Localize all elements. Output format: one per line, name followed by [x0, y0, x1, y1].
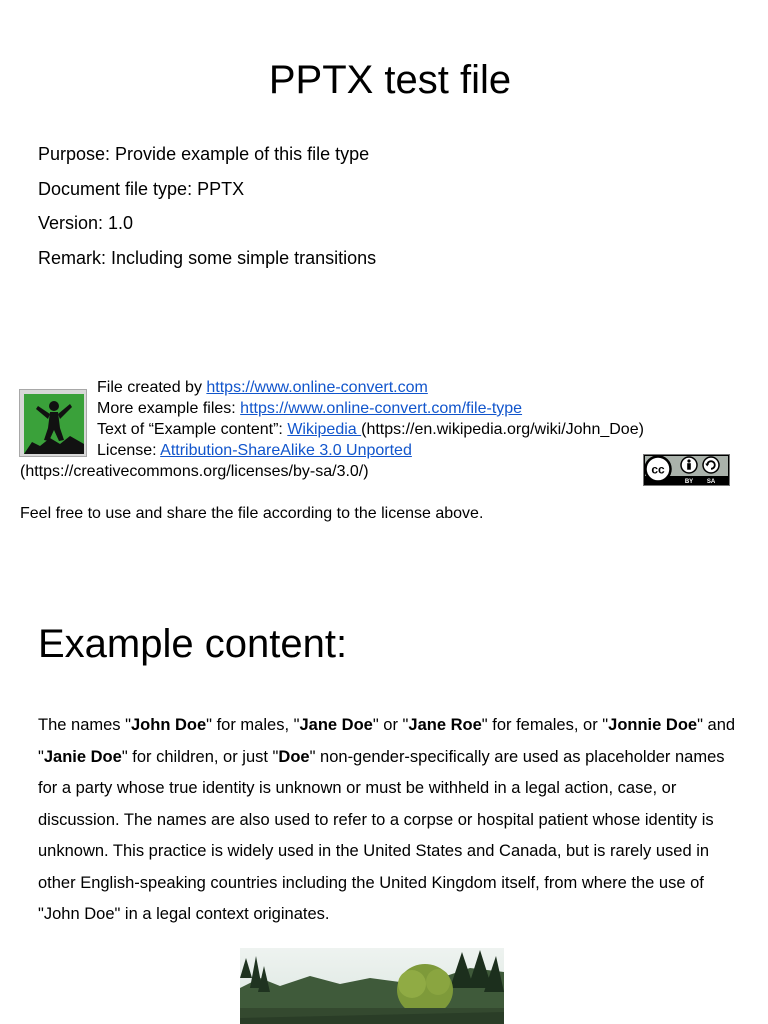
john-doe-paragraph — [38, 710, 738, 931]
paragraph-text: " for children, or just " — [121, 747, 279, 766]
sa-icon — [703, 457, 719, 473]
purpose-line: Purpose: Provide example of this file type — [38, 144, 370, 164]
bold-name: Jane Roe — [408, 716, 482, 734]
created-by-label: File created by — [97, 379, 207, 396]
text-source-label: Text of “Example content”: — [97, 421, 288, 438]
bold-name: John Doe — [130, 716, 207, 734]
paragraph-text: " for females, or " — [481, 716, 609, 734]
version-line: Version: 1.0 — [38, 213, 134, 233]
file-type-link[interactable]: https://www.online-convert.com/file-type — [240, 400, 523, 417]
paragraph-text: " and " — [38, 716, 736, 766]
online-convert-link[interactable]: https://www.online-convert.com — [206, 379, 428, 396]
cc-by-sa-badge — [643, 454, 730, 486]
license-link[interactable]: Attribution-ShareAlike 3.0 Unported — [160, 442, 412, 459]
text-source-line — [97, 419, 644, 440]
paragraph-text: " non-gender-specifically are used as placeholder names for a party whose true identity is unknown or must be withheld in a legal action, case, or discussion. The names are also used to refer to a corpse or hospital patient whose identity is unknown. This practice is widely used in the United States and Canada, but is rarely used in other English-speaking countries including the United Kingdom itself, from where the use of "John Doe" in a legal context originates. — [38, 747, 725, 923]
license-url: (https://creativecommons.org/licenses/by-sa/3.0/) — [20, 463, 369, 480]
wikipedia-url: (https://en.wikipedia.org/wiki/John_Doe) — [361, 421, 644, 438]
more-files-label: More example files: — [97, 400, 241, 417]
paragraph-text: " or " — [372, 716, 409, 734]
bold-name: Janie Doe — [43, 747, 122, 766]
usage-note: Feel free to use and share the file according to the license above. — [20, 505, 484, 522]
bold-name: Jonnie Doe — [608, 716, 698, 734]
bold-name: Doe — [278, 747, 310, 766]
more-files-line — [97, 398, 644, 419]
forest-lake-photo — [240, 948, 504, 1024]
paragraph-text: " for males, " — [206, 716, 300, 734]
wikipedia-link[interactable]: Wikipedia — [287, 421, 362, 438]
online-convert-logo — [19, 389, 87, 457]
remark-line: Remark: Including some simple transitions — [38, 247, 377, 268]
bold-name: Jane Doe — [299, 716, 373, 734]
license-line — [97, 440, 644, 461]
cc-icon-text: cc — [651, 462, 665, 477]
license-label: License: — [97, 442, 161, 459]
file-type-line: Document file type: PPTX — [38, 178, 245, 199]
section-title: Example content: — [38, 622, 348, 666]
paragraph-text: The names " — [38, 716, 131, 734]
slide-title: PPTX test file — [268, 58, 512, 102]
credits-block — [97, 377, 644, 461]
sa-label: SA — [706, 479, 716, 485]
by-label: BY — [684, 479, 694, 485]
content-slide — [0, 580, 768, 1024]
logo-figure-icon — [24, 394, 84, 454]
created-by-line — [97, 377, 644, 398]
file-info-list — [38, 141, 376, 279]
